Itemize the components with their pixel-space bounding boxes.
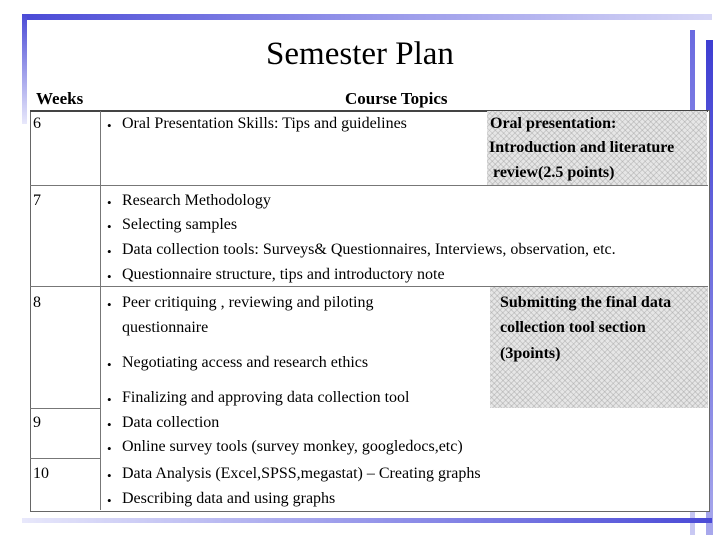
topic-item-continued: questionnaire	[122, 319, 209, 336]
week-10: 10	[33, 465, 49, 482]
week-8: 8	[33, 294, 41, 311]
bullet-icon: •	[107, 493, 112, 508]
week-9: 9	[33, 414, 41, 431]
week-6: 6	[33, 115, 41, 132]
topic-item: Data Analysis (Excel,SPSS,megastat) – Creating graphs	[122, 465, 481, 482]
bullet-icon: •	[107, 195, 112, 210]
slide-title: Semester Plan	[266, 36, 454, 72]
topic-item: Research Methodology	[122, 192, 271, 209]
bullet-icon: •	[107, 297, 112, 312]
topics-header: Course Topics	[345, 89, 448, 108]
weeks-header: Weeks	[36, 89, 84, 108]
topic-item: Peer critiquing , reviewing and piloting	[122, 294, 374, 311]
decorative-top-bar	[22, 14, 712, 20]
decorative-bottom-bar	[22, 518, 712, 523]
bullet-icon: •	[107, 417, 112, 432]
topic-item: Data collection	[122, 414, 220, 431]
bullet-icon: •	[107, 441, 112, 456]
week8-note-line: (3points)	[500, 345, 561, 362]
topic-item: Data collection tools: Surveys& Questionnaires, Interviews, observation, etc.	[122, 241, 616, 258]
bullet-icon: •	[107, 468, 112, 483]
topic-item: Negotiating access and research ethics	[122, 354, 369, 371]
bullet-icon: •	[107, 269, 112, 284]
topic-item: Finalizing and approving data collection tool	[122, 389, 410, 406]
row-divider	[30, 185, 708, 186]
week8-note-line: collection tool section	[500, 319, 646, 336]
topic-item: Selecting samples	[122, 216, 238, 233]
week8-note-line: Submitting the final data	[500, 294, 672, 311]
week6-note-line: Oral presentation:	[490, 115, 617, 132]
bullet-icon: •	[107, 392, 112, 407]
topic-item: Questionnaire structure, tips and introductory note	[122, 266, 445, 283]
row-divider	[30, 408, 100, 409]
column-divider	[100, 111, 101, 510]
row-divider	[30, 286, 708, 287]
row-divider	[30, 458, 100, 459]
bullet-icon: •	[107, 244, 112, 259]
week-7: 7	[33, 192, 41, 209]
bullet-icon: •	[107, 219, 112, 234]
topic-item: Online survey tools (survey monkey, googledocs,etc)	[122, 438, 463, 455]
topic-item: Describing data and using graphs	[122, 490, 336, 507]
bullet-icon: •	[107, 357, 112, 372]
topic-item: Oral Presentation Skills: Tips and guidelines	[122, 115, 407, 132]
week6-note-line: Introduction and literature	[489, 139, 675, 156]
bullet-icon: •	[107, 118, 112, 133]
week6-note-line: review(2.5 points)	[493, 164, 615, 181]
